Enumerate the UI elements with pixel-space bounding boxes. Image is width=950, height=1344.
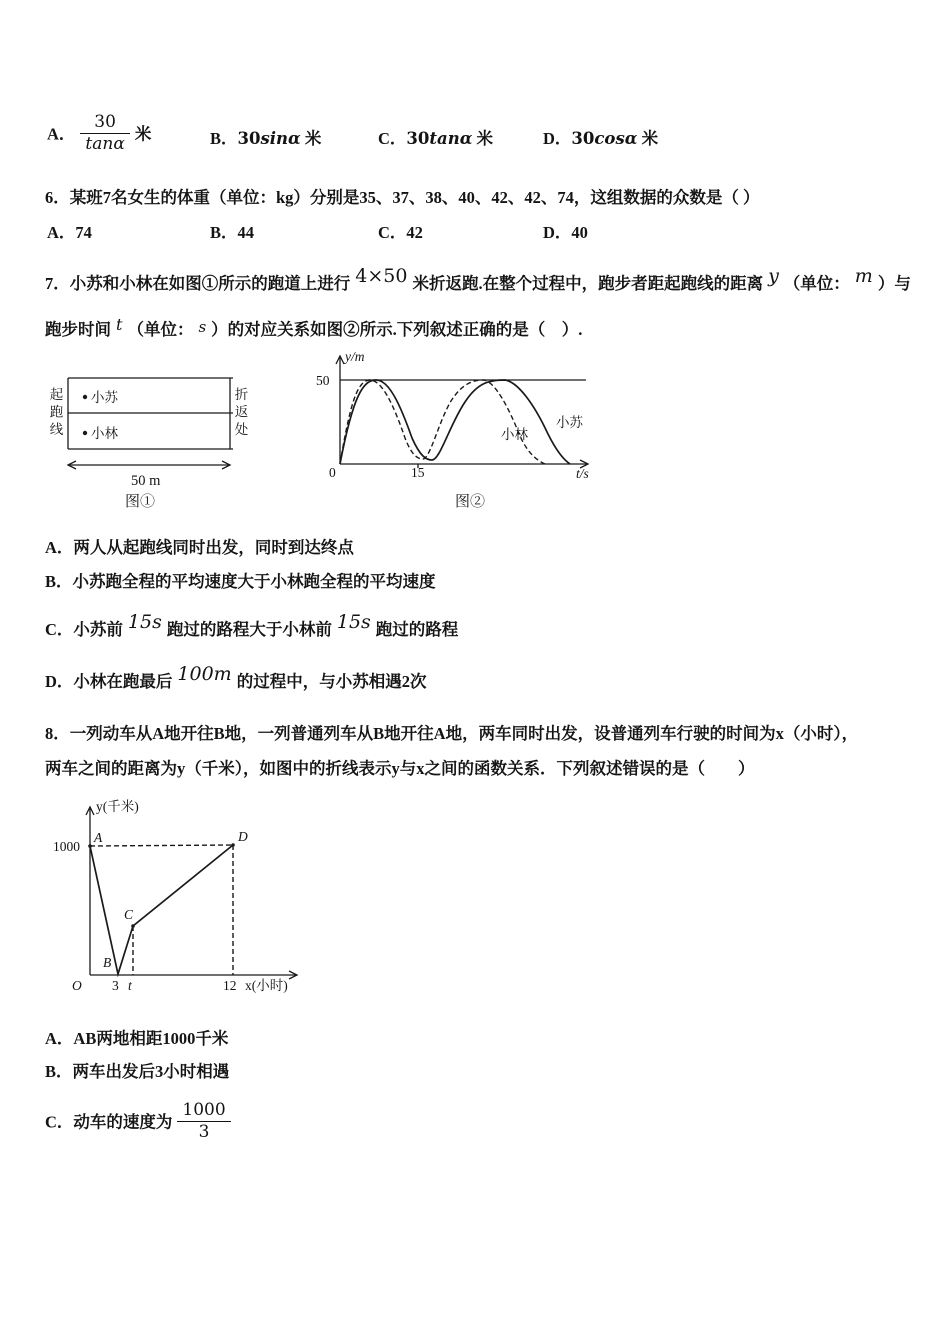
q7-option-b: B．小苏跑全程的平均速度大于小林跑全程的平均速度 xyxy=(45,572,436,591)
q8-stem-line1: 8．一列动车从A地开往B地，一列普通列车从B地开往A地，两车同时出发，设普通列车行驶的时间为x（小时）， xyxy=(45,724,859,743)
runner-xiaosu-label: 小苏 xyxy=(91,390,118,405)
x-axis-label: x(小时) xyxy=(245,978,288,993)
fraction-30-over-tan-alpha xyxy=(80,112,129,156)
q5-option-c-label: C． xyxy=(378,129,407,148)
q6-option-a: A．74 xyxy=(47,223,92,242)
math-coefficient: 30 xyxy=(571,129,595,148)
q5-option-b-unit: 米 xyxy=(304,129,322,148)
fraction-numerator: 1000 xyxy=(182,1100,226,1120)
q7-option-c-text: C．小苏前 xyxy=(45,620,123,639)
fraction-1000-over-3 xyxy=(177,1100,230,1144)
math-tan-alpha: tanα xyxy=(429,129,473,148)
variable-y: y xyxy=(768,265,779,287)
q7-option-a: A．两人从起跑线同时出发，同时到达终点 xyxy=(45,538,354,557)
point-b-label: B xyxy=(103,955,112,970)
math-sin-alpha: sinα xyxy=(260,129,301,148)
q7-option-d-text: D．小林在跑最后 xyxy=(45,672,173,691)
point-a-dot xyxy=(88,844,92,848)
y-axis-label: y(千米) xyxy=(96,799,139,814)
q5-option-c xyxy=(378,127,493,151)
start-line-vertical-label: 起跑线 xyxy=(47,387,63,440)
q5-option-a-unit: 米 xyxy=(134,124,152,144)
curve-xiaolin xyxy=(340,380,545,464)
q7-stem-text: 米折返跑.在整个过程中，跑步者距起跑线的距离 xyxy=(412,274,764,293)
q5-option-d-unit: 米 xyxy=(641,129,659,148)
q7-stem-text: ）的对应关系如图②所示.下列叙述正确的是（ ）. xyxy=(211,320,583,339)
variable-t: t xyxy=(116,315,123,334)
y-axis-label: y/m xyxy=(345,349,365,364)
formula-15s: 15s xyxy=(127,611,162,633)
q5-option-a-label: A． xyxy=(47,124,76,144)
q7-stem-text: ）与 xyxy=(877,274,911,293)
fraction-denominator: tanα xyxy=(80,133,129,155)
formula-15s: 15s xyxy=(336,611,371,633)
y-max-label: 50 xyxy=(316,373,330,388)
runner-xiaosu-dot xyxy=(83,395,87,399)
x-tick-t-label: t xyxy=(128,978,132,993)
q8-function-graph xyxy=(45,793,345,1005)
distance-label: 50 m xyxy=(131,473,161,489)
q8-stem-line2: 两车之间的距离为y（千米），如图中的折线表示y与x之间的函数关系．下列叙述错误的是（ ） xyxy=(45,759,755,778)
figure2-caption: 图② xyxy=(455,494,486,510)
q5-option-b xyxy=(210,127,321,151)
x-tick-3-label: 3 xyxy=(112,978,119,993)
q7-distance-time-graph xyxy=(298,346,598,486)
runner-xiaolin-dot xyxy=(83,431,87,435)
q5-option-c-unit: 米 xyxy=(476,129,494,148)
q7-option-c xyxy=(45,611,459,644)
point-c-label: C xyxy=(124,907,134,922)
formula-4x50: 4×50 xyxy=(355,265,408,287)
turnaround-vertical-label: 折返处 xyxy=(232,387,248,440)
q7-option-c-text: 跑过的路程大于小林前 xyxy=(166,620,332,639)
q7-stem-line1 xyxy=(45,265,911,298)
q5-option-a xyxy=(47,114,151,158)
q7-option-d-text: 的过程中，与小苏相遇2次 xyxy=(236,672,427,691)
x-axis-label: t/s xyxy=(576,466,589,481)
q6-option-d: D．40 xyxy=(543,223,588,242)
y-1000-label: 1000 xyxy=(53,839,80,854)
q7-stem-text: （单位： xyxy=(783,274,850,293)
q7-option-c-text: 跑过的路程 xyxy=(375,620,459,639)
origin-label: O xyxy=(72,978,82,993)
q6-option-c: C．42 xyxy=(378,223,423,242)
q5-option-d-label: D． xyxy=(543,129,572,148)
runner-xiaolin-label: 小林 xyxy=(91,426,118,441)
q5-option-d xyxy=(543,127,658,151)
fraction-numerator: 30 xyxy=(94,112,116,132)
q8-option-c xyxy=(45,1102,236,1146)
dashed-1000-line xyxy=(90,845,233,846)
origin-label: 0 xyxy=(329,465,336,480)
q7-track-diagram xyxy=(45,364,295,490)
point-d-dot xyxy=(231,843,235,847)
figure1-caption: 图① xyxy=(125,494,156,510)
curve-xiaolin-label: 小林 xyxy=(501,427,528,442)
q7-option-d xyxy=(45,663,427,696)
point-c-dot xyxy=(131,924,135,928)
fraction-denominator: 3 xyxy=(177,1121,230,1143)
math-coefficient: 30 xyxy=(406,129,430,148)
distance-polyline xyxy=(90,845,233,974)
q7-stem-line2 xyxy=(45,315,583,342)
variable-s: s xyxy=(198,318,207,336)
curve-xiaosu xyxy=(340,380,570,464)
math-cos-alpha: cosα xyxy=(594,129,638,148)
q7-stem-text: 跑步时间 xyxy=(45,320,111,339)
curve-xiaosu-label: 小苏 xyxy=(556,415,583,430)
q7-stem-text: （单位： xyxy=(127,320,194,339)
q8-option-c-text: C．动车的速度为 xyxy=(45,1112,173,1132)
point-d-label: D xyxy=(238,829,248,844)
point-a-label: A xyxy=(94,830,103,845)
q6-option-b: B．44 xyxy=(210,223,255,242)
q8-option-a: A．AB两地相距1000千米 xyxy=(45,1029,229,1048)
q5-option-b-label: B． xyxy=(210,129,238,148)
x-tick-12-label: 12 xyxy=(223,978,237,993)
q8-option-b: B．两车出发后3小时相遇 xyxy=(45,1062,230,1081)
formula-100m: 100m xyxy=(177,663,232,685)
math-coefficient: 30 xyxy=(237,129,261,148)
variable-m: m xyxy=(854,265,873,287)
x-tick-15-label: 15 xyxy=(411,465,425,480)
q6-stem: 6．某班7名女生的体重（单位：kg）分别是35、37、38、40、42、42、74，这组数据的众数是（ ） xyxy=(45,188,760,207)
q7-stem-text: 7．小苏和小林在如图①所示的跑道上进行 xyxy=(45,274,351,293)
